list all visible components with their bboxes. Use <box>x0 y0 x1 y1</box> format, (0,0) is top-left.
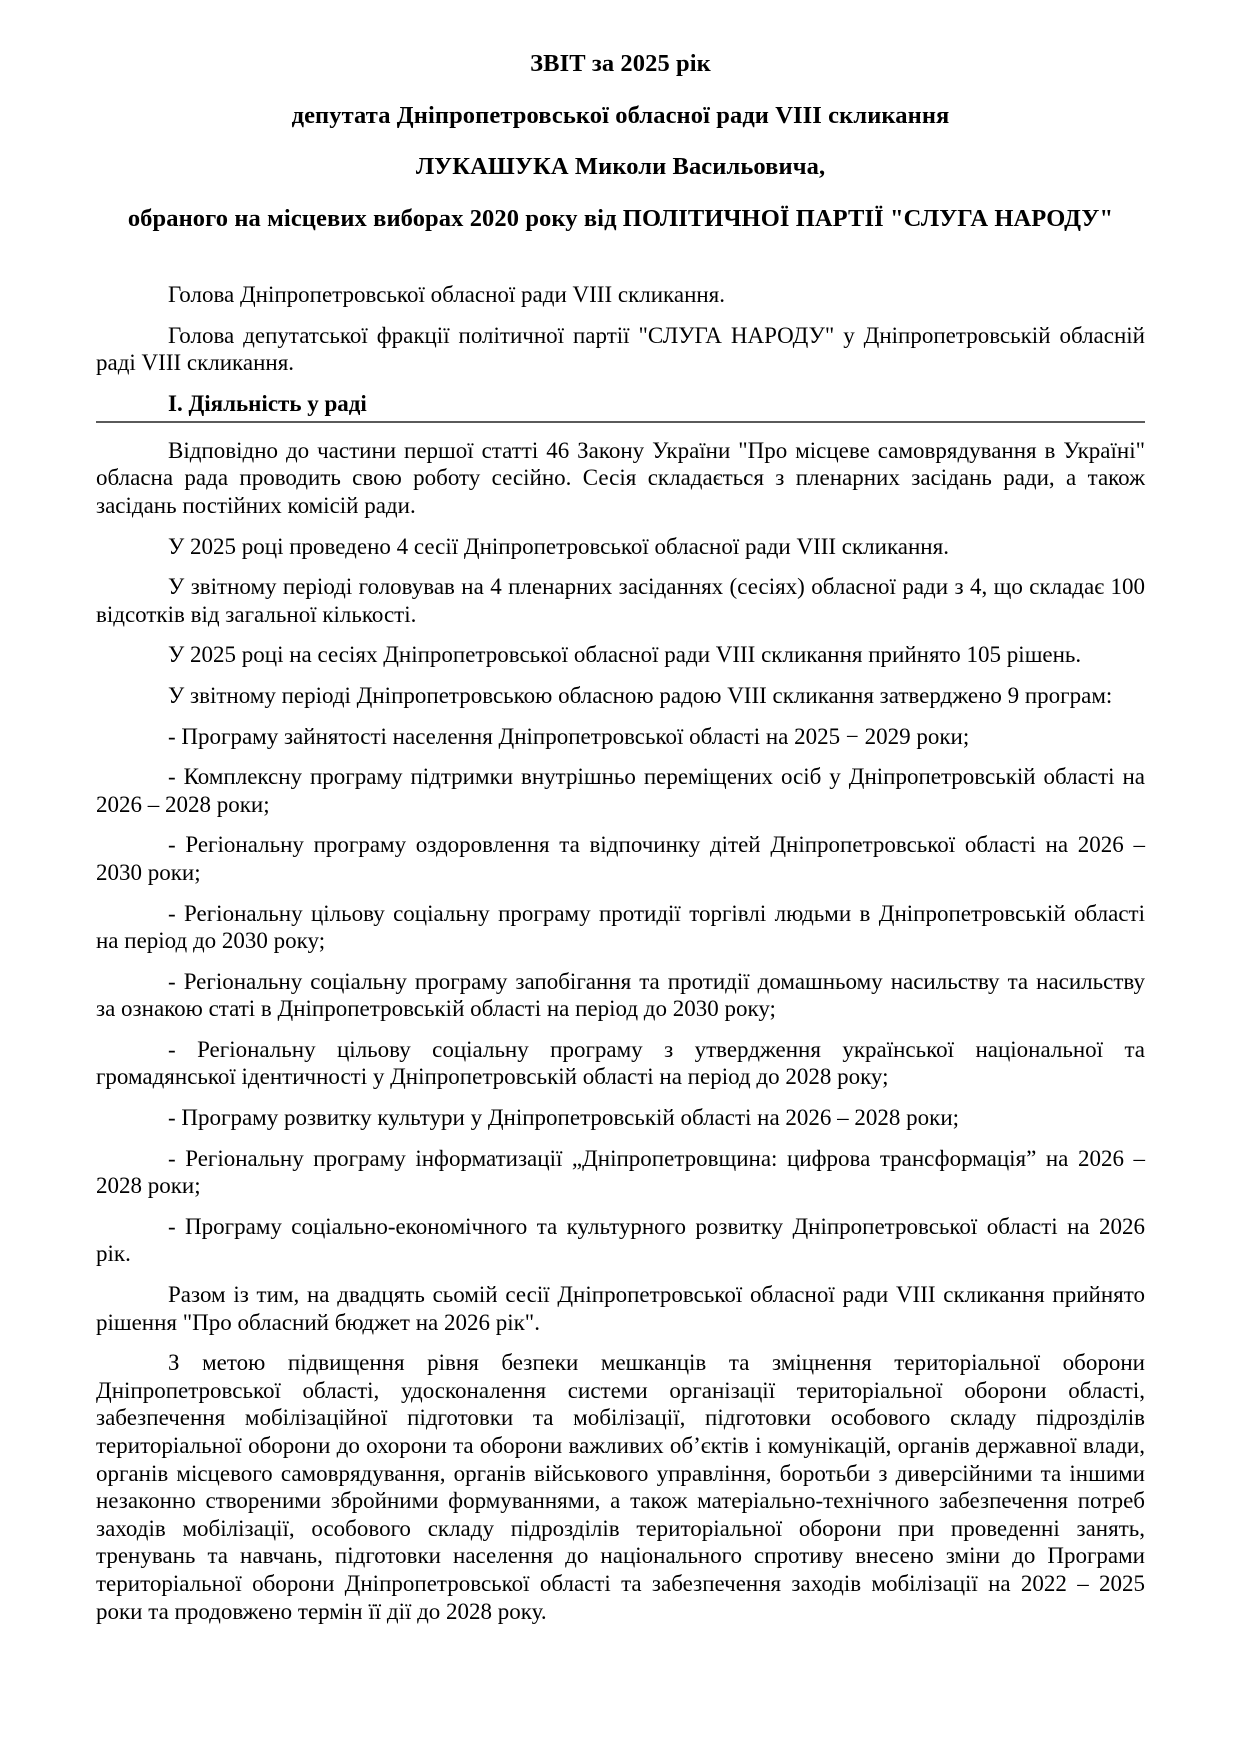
list-item: - Регіональну цільову соціальну програму протидії торгівлі людьми в Дніпропетровській області на період до 2030 року; <box>96 900 1145 954</box>
list-item: - Програму зайнятості населення Дніпропетровської області на 2025 − 2029 роки; <box>168 723 970 749</box>
list-item: - Програму соціально-економічного та культурного розвитку Дніпропетровської області на 2026 рік. <box>96 1213 1145 1267</box>
body-paragraph-law: Відповідно до частини першої статті 46 Закону України "Про місцеве самоврядування в Україні" обласна рада проводить свою роботу сесійно. Сесія складається з пленарних засідань ради, а також засідань постійних комісій ради. <box>96 437 1145 518</box>
intro-paragraph-faction: Голова депутатської фракції політичної партії "СЛУГА НАРОДУ" у Дніпропетровській обласній раді VIII скликання. <box>96 322 1145 376</box>
title-subline-deputy-name: ЛУКАШУКА Миколи Васильовича, <box>415 153 826 180</box>
document-title-block <box>96 52 1145 231</box>
list-item: - Регіональну програму інформатизації „Дніпропетровщина: цифрова трансформація” на 2026 – 2028 роки; <box>96 1145 1145 1199</box>
body-paragraph-chaired: У звітному періоді головував на 4 пленарних засіданнях (сесіях) обласної ради з 4, що складає 100 відсотків від загальної кількості. <box>96 574 1145 627</box>
page-title: ЗВІТ за 2025 рік <box>530 50 711 77</box>
list-item: - Програму розвитку культури у Дніпропетровській області на 2026 – 2028 роки; <box>168 1105 960 1131</box>
list-item: - Комплексну програму підтримки внутрішньо переміщених осіб у Дніпропетровській області на 2026 – 2028 роки; <box>96 764 1145 817</box>
intro-paragraph-chairman: Голова Дніпропетровської обласної ради VIII скликання. <box>168 282 726 307</box>
body-paragraph-decisions: У 2025 році на сесіях Дніпропетровської обласної ради VIII скликання прийнято 105 рішень. <box>168 642 1082 668</box>
closing-paragraph-territorial-defense: З метою підвищення рівня безпеки мешканців та зміцнення територіальної оборони Дніпропетровської області, удосконалення системи організації територіальної оборони області, забезпечення мобілізаційної підготовки та мобілізації, підготовки особового складу підрозділів територіальної оборони до охорони та оборони важливих об’єктів і комунікацій, органів державної влади, органів місцевого самоврядування, органів військового управління, боротьби з диверсійними та іншими незаконно створеними збройними формуваннями, а також матеріально-технічного забезпечення потреб заходів мобілізації, особового складу підрозділів територіальної оборони при проведенні занять, тренувань та навчань, підготовки населення до національного спротиву внесено зміни до Програми територіальної оборони Дніпропетровської області та забезпечення заходів мобілізації на 2022 – 2025 роки та продовжено термін її дії до 2028 року. <box>96 1350 1145 1624</box>
title-spacer <box>96 231 1145 281</box>
body-paragraph-programs-intro: У звітному періоді Дніпропетровською обласною радою VIII скликання затверджено 9 програм: <box>168 682 1113 708</box>
list-item: - Регіональну цільову соціальну програму з утвердження української національної та громадянської ідентичності у Дніпропетровській області на період до 2028 року; <box>96 1036 1145 1090</box>
title-subline-deputy-council: депутата Дніпропетровської обласної ради VIII скликання <box>291 101 950 129</box>
section-heading-activity: I. Діяльність у раді <box>96 391 1145 423</box>
heading-spacer <box>96 423 1145 437</box>
body-paragraph-sessions-count: У 2025 році проведено 4 сесії Дніпропетровської обласної ради VIII скликання. <box>168 533 949 559</box>
closing-paragraph-budget: Разом із тим, на двадцять сьомій сесії Дніпропетровської обласної ради VIII скликання прийнято рішення "Про обласний бюджет на 2026 рік". <box>96 1282 1145 1335</box>
list-item: - Регіональну програму оздоровлення та відпочинку дітей Дніпропетровської області на 2026 – 2030 роки; <box>96 832 1145 885</box>
title-subline-party: обраного на місцевих виборах 2020 року від ПОЛІТИЧНОЇ ПАРТІЇ "СЛУГА НАРОДУ" <box>127 204 1114 232</box>
list-item: - Регіональну соціальну програму запобігання та протидії домашньому насильству та насильству за ознакою статі в Дніпропетровській області на період до 2030 року; <box>96 968 1145 1022</box>
